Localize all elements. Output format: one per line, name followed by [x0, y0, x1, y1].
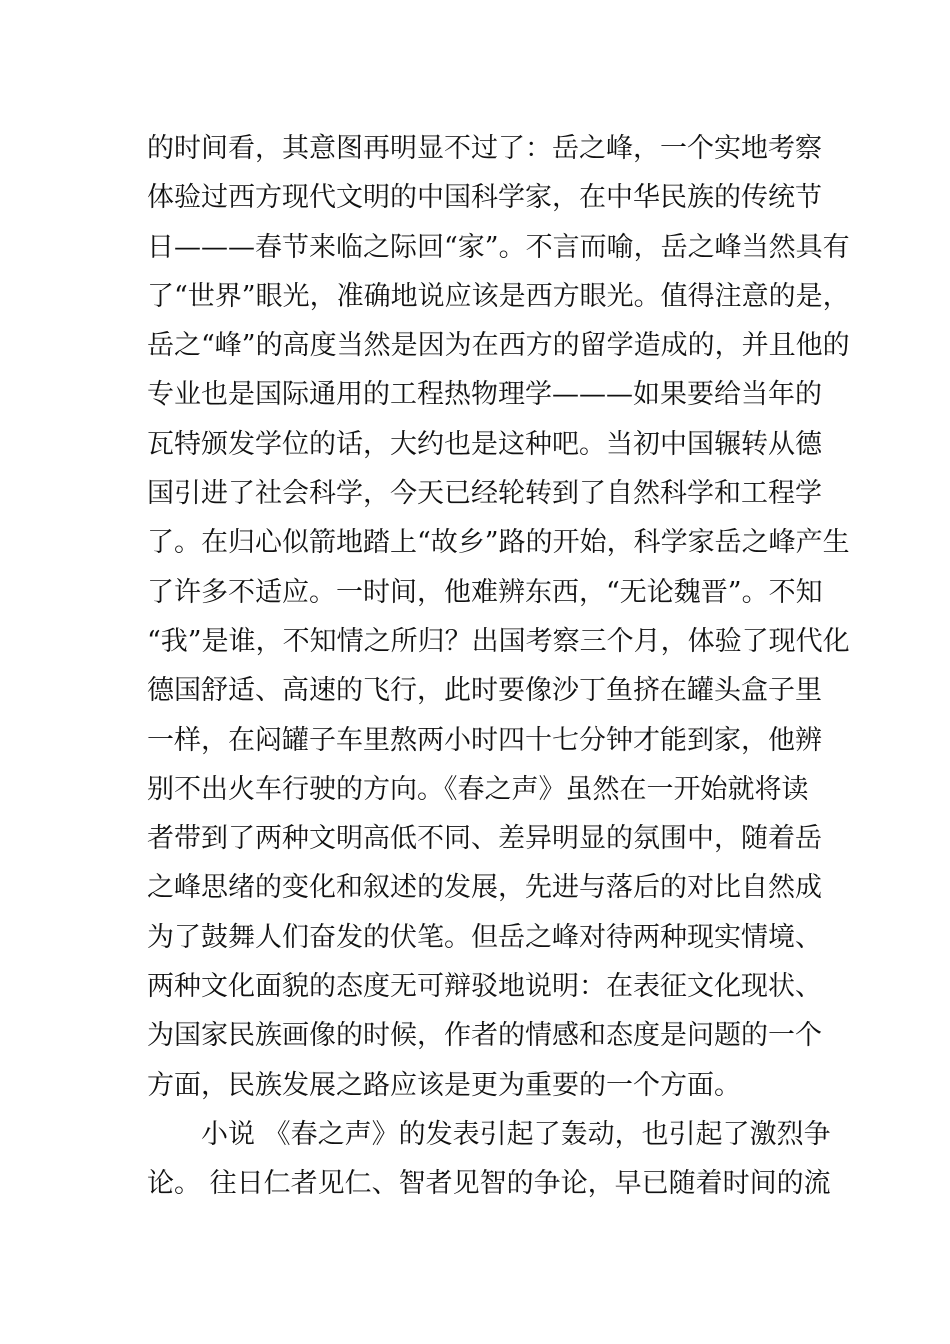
text-line: 为国家民族画像的时候，作者的情感和态度是问题的一个 — [147, 1020, 822, 1052]
text-line: 论。 往日仁者见仁、智者见智的争论，早已随着时间的流 — [147, 1168, 831, 1200]
text-line: “我”是谁，不知情之所归？出国考察三个月，体验了现代化 — [147, 625, 850, 657]
text-line: 方面，民族发展之路应该是更为重要的一个方面。 — [147, 1069, 741, 1101]
text-line: 德国舒适、高速的飞行，此时要像沙丁鱼挤在罐头盒子里 — [147, 675, 822, 707]
text-line: 日———春节来临之际回“家”。不言而喻，岳之峰当然具有 — [147, 231, 850, 263]
text-line: 了。在归心似箭地踏上“故乡”路的开始，科学家岳之峰产生 — [147, 527, 850, 559]
body-text — [147, 124, 850, 1209]
text-line: 瓦特颁发学位的话，大约也是这种吧。当初中国辗转从德 — [147, 428, 822, 460]
text-line: 别不出火车行驶的方向。《春之声》虽然在一开始就将读 — [147, 773, 809, 805]
text-line: 为了鼓舞人们奋发的伏笔。但岳之峰对待两种现实情境、 — [147, 921, 822, 953]
text-line: 专业也是国际通用的工程热物理学———如果要给当年的 — [147, 379, 822, 411]
text-line: 者带到了两种文明高低不同、差异明显的氛围中，随着岳 — [147, 823, 822, 855]
text-line: 岳之“峰”的高度当然是因为在西方的留学造成的，并且他的 — [147, 330, 850, 362]
text-line: 小说 《春之声》的发表引起了轰动，也引起了激烈争 — [147, 1118, 831, 1150]
text-line: 两种文化面貌的态度无可辩驳地说明：在表征文化现状、 — [147, 971, 822, 1003]
text-line: 的时间看，其意图再明显不过了：岳之峰，一个实地考察 — [147, 133, 822, 164]
text-line: 了“世界”眼光，准确地说应该是西方眼光。值得注意的是， — [147, 280, 850, 312]
text-line: 了许多不适应。一时间，他难辨东西，“无论魏晋”。不知 — [147, 576, 823, 608]
text-line: 之峰思绪的变化和叙述的发展，先进与落后的对比自然成 — [147, 872, 822, 904]
text-line: 体验过西方现代文明的中国科学家，在中华民族的传统节 — [147, 182, 822, 214]
text-line: 国引进了社会科学，今天已经轮转到了自然科学和工程学 — [147, 478, 822, 510]
text-line: 一样，在闷罐子车里熬两小时四十七分钟才能到家，他辨 — [147, 724, 822, 756]
